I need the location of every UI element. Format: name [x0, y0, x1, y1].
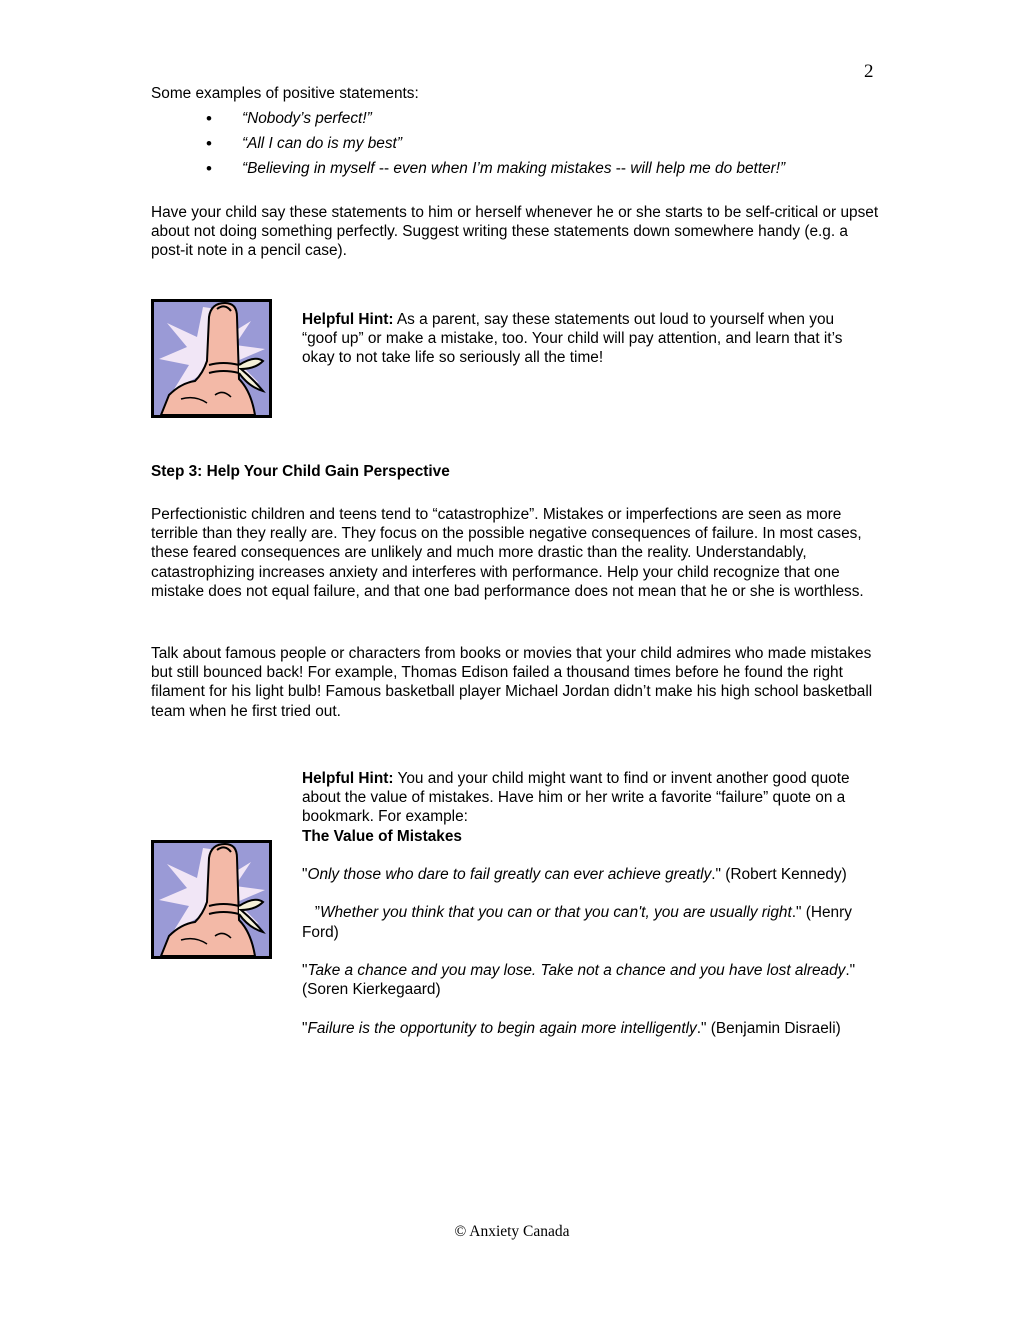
paragraph-catastrophize: Perfectionistic children and teens tend to “catastrophize”. Mistakes or imperfections are seen as more terrible than they really are. They focus on the possible negative consequences of failure. In most cases, these feared consequences are unlikely and much more drastic than the reality. Understandably, catastrophizing increases anxiety and interferes with performance. Help your child recognize that one mistake does not equal failure, and that one bad performance does not mean that he or she is worthless. [151, 506, 864, 600]
footer-copyright: © Anxiety Canada [454, 1223, 570, 1240]
hint-text: Helpful Hint: You and your child might want to find or invent another good quote about the value of mistakes. Have him or her write a favorite “failure” quote on a bookmark. For example: [302, 770, 850, 826]
list-item: • “All I can do is my best” [206, 134, 785, 159]
page-number: 2 [864, 61, 874, 82]
intro-text: Some examples of positive statements: [151, 85, 419, 102]
quote-item: ”Whether you think that you can or that you can't, you are usually right." (Henry Ford) [302, 904, 857, 941]
positive-statements-list [206, 109, 785, 184]
helpful-hint-1: Helpful Hint: As a parent, say these statements out loud to yourself when you “goof up” or make a mistake, too. Your child will pay attention, and learn that it’s okay to not take life so seriously all the time! [302, 311, 843, 367]
list-item: • “Believing in myself -- even when I’m making mistakes -- will help me do better!” [206, 159, 785, 184]
quote-item: "Only those who dare to fail greatly can ever achieve greatly." (Robert Kennedy) [302, 866, 847, 883]
list-item: • “Nobody’s perfect!” [206, 109, 785, 134]
quote-item: "Failure is the opportunity to begin again more intelligently." (Benjamin Disraeli) [302, 1019, 841, 1037]
helpful-hint-2 [302, 769, 872, 1038]
quotes-heading: The Value of Mistakes [302, 827, 462, 845]
finger-string-icon [151, 299, 272, 418]
finger-string-icon [151, 840, 272, 959]
paragraph-self-talk: Have your child say these statements to him or herself whenever he or she starts to be self-critical or upset about not doing something perfectly. Suggest writing these statements down somewhere handy (e.g. a post-it note in a pencil case). [151, 204, 879, 260]
quote-item: "Take a chance and you may lose. Take not a chance and you have lost already." (Soren Kierkegaard) [302, 961, 856, 999]
paragraph-famous-people: Talk about famous people or characters from books or movies that your child admires who made mistakes but still bounced back! For example, Thomas Edison failed a thousand times before he found the right filament for his light bulb! Famous basketball player Michael Jordan didn’t make his high school basketball team when he first tried out. [151, 645, 873, 720]
step3-heading: Step 3: Help Your Child Gain Perspective [151, 463, 450, 480]
